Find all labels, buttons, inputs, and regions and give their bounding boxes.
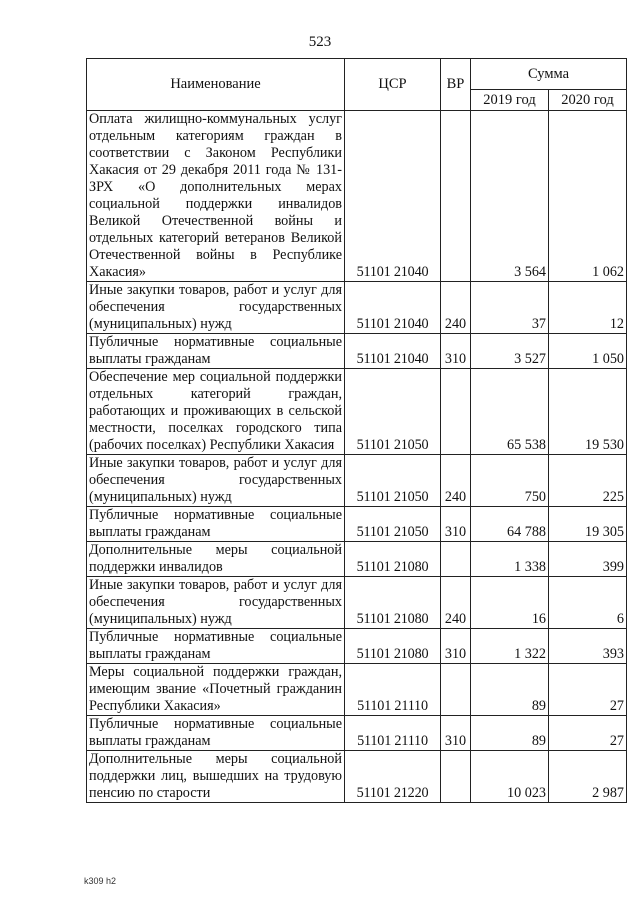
table-row — [87, 507, 627, 542]
row-sum-2020: 2 987 — [549, 751, 627, 803]
row-csr: 51101 21040 — [345, 334, 441, 369]
table-row — [87, 111, 627, 282]
row-sum-2019: 89 — [471, 716, 549, 751]
row-csr: 51101 21080 — [345, 542, 441, 577]
row-csr: 51101 21220 — [345, 751, 441, 803]
table-row — [87, 716, 627, 751]
row-sum-2019: 1 322 — [471, 629, 549, 664]
row-name: Оплата жилищно-коммунальных услуг отдельным категориям граждан в соответствии с Законом Республики Хакасия от 29 декабря 2011 года № 131-ЗРХ «О дополнительных мерах социальной поддержки инвалидов Великой Отечественной войны и отдельных категорий ветеранов Великой Отечественной войны в Республике Хакасия» — [87, 111, 345, 282]
row-sum-2019: 64 788 — [471, 507, 549, 542]
row-sum-2020: 393 — [549, 629, 627, 664]
row-vr — [441, 542, 471, 577]
budget-table — [86, 58, 627, 803]
row-vr: 310 — [441, 716, 471, 751]
row-vr: 240 — [441, 455, 471, 507]
row-sum-2019: 65 538 — [471, 369, 549, 455]
row-sum-2020: 27 — [549, 664, 627, 716]
row-csr: 51101 21050 — [345, 455, 441, 507]
row-csr: 51101 21110 — [345, 664, 441, 716]
table-row — [87, 629, 627, 664]
row-name: Публичные нормативные социальные выплаты гражданам — [87, 629, 345, 664]
table-row — [87, 751, 627, 803]
row-name: Меры социальной поддержки граждан, имеющим звание «Почетный гражданин Республики Хакасия» — [87, 664, 345, 716]
row-vr: 240 — [441, 577, 471, 629]
row-vr: 310 — [441, 507, 471, 542]
row-csr: 51101 21110 — [345, 716, 441, 751]
row-sum-2019: 3 527 — [471, 334, 549, 369]
row-vr — [441, 111, 471, 282]
table-row — [87, 334, 627, 369]
page-number: 523 — [308, 34, 332, 50]
row-csr: 51101 21040 — [345, 282, 441, 334]
row-sum-2020: 6 — [549, 577, 627, 629]
row-name: Дополнительные меры социальной поддержки инвалидов — [87, 542, 345, 577]
table-row — [87, 577, 627, 629]
row-vr — [441, 751, 471, 803]
row-sum-2019: 10 023 — [471, 751, 549, 803]
row-sum-2019: 89 — [471, 664, 549, 716]
row-csr: 51101 21080 — [345, 629, 441, 664]
row-sum-2020: 19 530 — [549, 369, 627, 455]
row-sum-2019: 750 — [471, 455, 549, 507]
table-row — [87, 455, 627, 507]
row-csr: 51101 21040 — [345, 111, 441, 282]
row-name: Иные закупки товаров, работ и услуг для обеспечения государственных (муниципальных) нужд — [87, 455, 345, 507]
row-sum-2020: 27 — [549, 716, 627, 751]
header-name: Наименование — [87, 59, 345, 111]
row-vr: 310 — [441, 334, 471, 369]
row-vr: 240 — [441, 282, 471, 334]
row-name: Публичные нормативные социальные выплаты гражданам — [87, 716, 345, 751]
row-csr: 51101 21080 — [345, 577, 441, 629]
row-name: Иные закупки товаров, работ и услуг для обеспечения государственных (муниципальных) нужд — [87, 282, 345, 334]
row-csr: 51101 21050 — [345, 507, 441, 542]
table-row — [87, 369, 627, 455]
table-row — [87, 664, 627, 716]
row-sum-2019: 3 564 — [471, 111, 549, 282]
row-name: Публичные нормативные социальные выплаты гражданам — [87, 507, 345, 542]
table-row — [87, 542, 627, 577]
row-sum-2020: 19 305 — [549, 507, 627, 542]
header-year-2019: 2019 год — [471, 90, 549, 111]
row-sum-2020: 12 — [549, 282, 627, 334]
row-sum-2019: 37 — [471, 282, 549, 334]
row-vr: 310 — [441, 629, 471, 664]
footer-code: k309 h2 — [84, 876, 117, 886]
row-name: Публичные нормативные социальные выплаты гражданам — [87, 334, 345, 369]
header-vr: ВР — [441, 59, 471, 111]
row-sum-2020: 1 062 — [549, 111, 627, 282]
row-name: Иные закупки товаров, работ и услуг для обеспечения государственных (муниципальных) нужд — [87, 577, 345, 629]
table-row — [87, 282, 627, 334]
row-vr — [441, 369, 471, 455]
row-name: Обеспечение мер социальной поддержки отдельных категорий граждан, работающих и проживающих в сельской местности, поселках городского типа (рабочих поселках) Республики Хакасия — [87, 369, 345, 455]
header-sum: Сумма — [471, 59, 627, 90]
row-sum-2020: 225 — [549, 455, 627, 507]
row-sum-2019: 16 — [471, 577, 549, 629]
row-vr — [441, 664, 471, 716]
row-sum-2020: 399 — [549, 542, 627, 577]
row-name: Дополнительные меры социальной поддержки лиц, вышедших на трудовую пенсию по старости — [87, 751, 345, 803]
header-year-2020: 2020 год — [549, 90, 627, 111]
row-sum-2019: 1 338 — [471, 542, 549, 577]
header-csr: ЦСР — [345, 59, 441, 111]
row-csr: 51101 21050 — [345, 369, 441, 455]
row-sum-2020: 1 050 — [549, 334, 627, 369]
